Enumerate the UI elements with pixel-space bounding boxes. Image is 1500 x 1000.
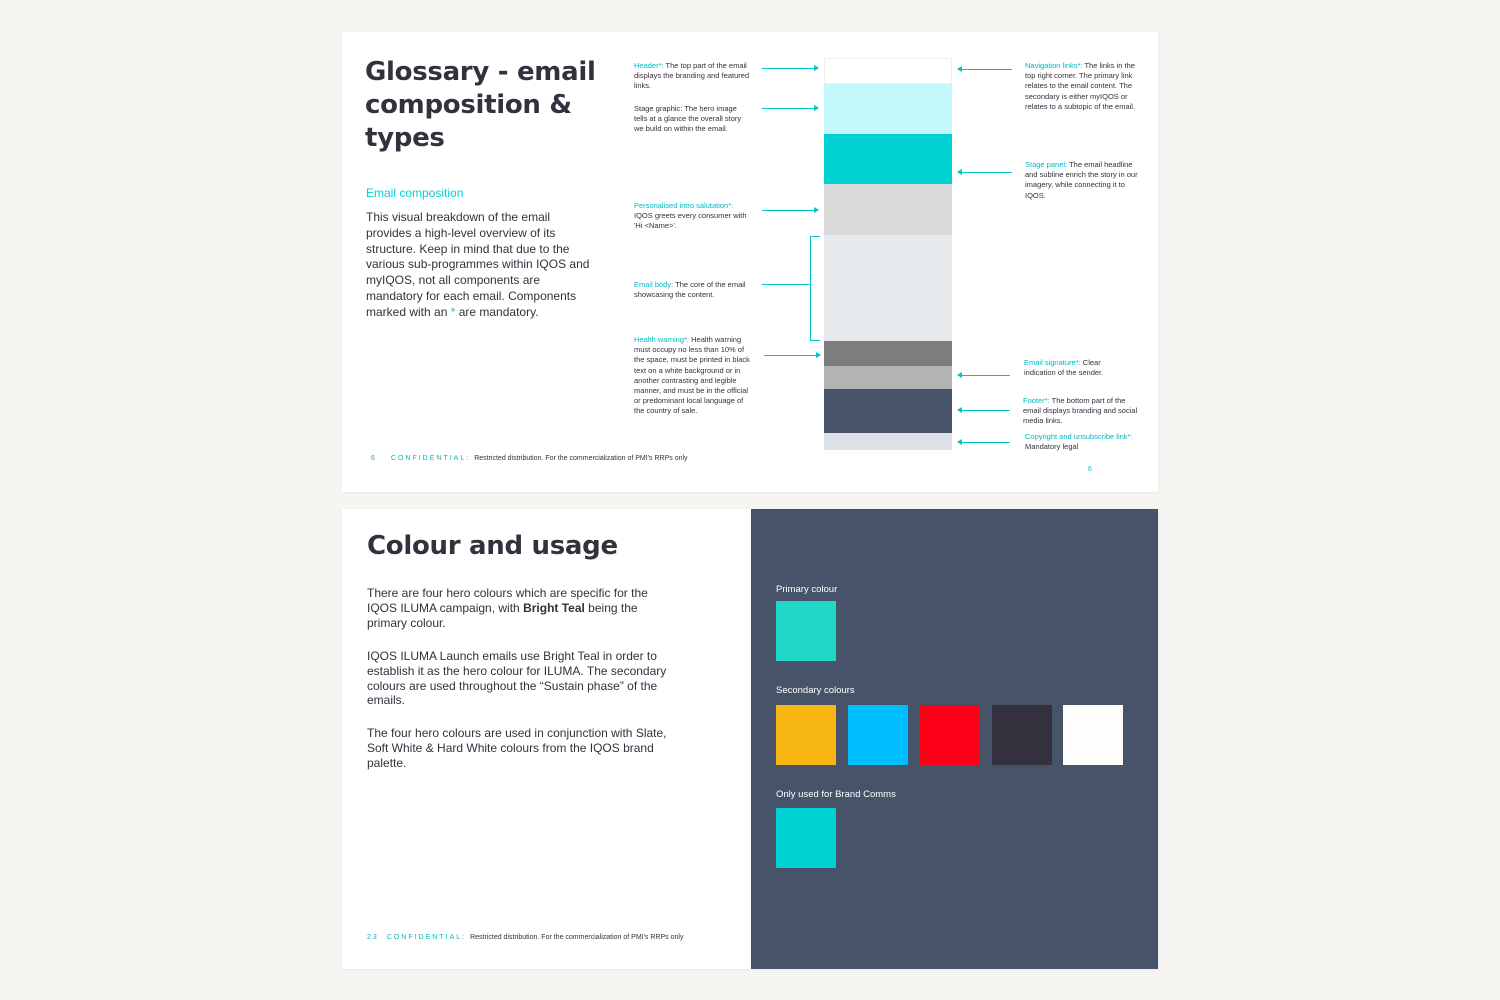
swatch-secondary-blue [848,705,908,765]
arrow-stage-graphic [762,108,818,109]
annotation-key: Health warning*: [634,335,690,344]
paragraph-text-end: being the primary colour. [367,600,638,630]
band-intro [824,184,952,235]
bracket-top [810,236,820,237]
paragraph-hero-colours [367,586,677,630]
annotation-text: The links in the top right corner. The primary link relates to the email content. The secondary is either myIQOS or relates to a subtopic of the email. [1025,61,1136,111]
swatch-secondary-slate [992,705,1052,765]
annotation-key: Personalised intro salutation*: [634,201,734,210]
intro-text: This visual breakdown of the email provides a high-level overview of its structure. Keep in mind that due to the various sub-programmes within IQOS and myIQOS, not all components are mandatory for each email. Components marked with an [366,210,590,319]
band-copyright [824,433,952,450]
annotation-text: The email headline and subline enrich the story in our imagery, while connecting it to IQOS. [1025,160,1138,200]
secondary-colours-label: Secondary colours [776,685,855,696]
band-body [824,235,952,341]
annotation-key: Navigation links*: [1025,61,1083,70]
annotation-signature [1024,358,1124,378]
annotation-health-warning [634,335,752,417]
section-subtitle: Email composition [366,186,464,200]
band-footer [824,389,952,433]
band-signature [824,366,952,389]
footer-text: Restricted distribution. For the commercialization of PMI's RRPs only [474,455,688,462]
annotation-text: The top part of the email displays the branding and featured links. [634,61,750,91]
arrow-stage-panel [958,172,1012,173]
highlight-bright-teal: Bright Teal [523,600,585,615]
arrow-navigation [958,69,1012,70]
annotation-navigation [1025,61,1143,112]
annotation-text: Stage graphic: The hero image tells at a glance the overall story we build on within the email. [634,104,742,134]
annotation-key: Email signature*: [1024,358,1081,367]
page-footer [371,455,688,462]
arrow-health-warning [764,355,820,356]
annotation-text: The bottom part of the email displays branding and social media links. [1023,396,1138,426]
bracket-bottom [810,340,820,341]
annotation-copyright [1025,432,1143,452]
swatch-primary-bright-teal [776,601,836,661]
annotation-text: Clear indication of the sender. [1024,358,1104,378]
paragraph-brand-palette: The four hero colours are used in conjunction with Slate, Soft White & Hard White colours from the IQOS brand palette. [367,726,667,770]
annotation-key: Stage panel: [1025,160,1068,169]
confidential-label: CONFIDENTIAL: [386,934,467,941]
paragraph-launch-emails: IQOS ILUMA Launch emails use Bright Teal in order to establish it as the hero colour for ILUMA. The secondary colours are used throughout the “Sustain phase” of the emails. [367,649,667,708]
band-stage-panel [824,134,952,184]
band-health-warning [824,341,952,366]
page-title: Colour and usage [367,531,618,561]
bracket-line [810,236,811,341]
page-number: 6 [371,455,375,462]
arrow-footer [958,410,1010,411]
annotation-key: Email body: [634,280,674,289]
band-stage-graphic [824,84,952,134]
annotation-key: Header*: [634,61,664,70]
page-title: Glossary - email composition & types [365,57,596,153]
swatch-secondary-white [1063,705,1123,765]
confidential-label: CONFIDENTIAL: [390,455,471,462]
arrow-header [762,68,818,69]
page-number: 23 [367,934,379,941]
annotation-email-body [634,280,752,300]
annotation-intro [634,201,752,232]
colour-panel [751,509,1158,969]
slide-email-composition [342,32,1158,492]
annotation-text: Mandatory legal [1025,442,1079,452]
intro-text-end: are mandatory. [455,304,539,319]
annotation-key: Copyright and unsubscribe link*: [1025,432,1133,441]
annotation-stage-panel [1025,160,1143,201]
annotation-header [634,61,752,92]
swatch-secondary-red [920,705,980,765]
swatch-brand-teal [776,808,836,868]
swatch-secondary-yellow [776,705,836,765]
page-footer [367,934,683,941]
band-header [824,58,952,84]
footer-text: Restricted distribution. For the commercialization of PMI's RRPs only [470,934,684,941]
brand-comms-label: Only used for Brand Comms [776,789,896,800]
annotation-text: The core of the email showcasing the content. [634,280,746,300]
intro-paragraph [366,210,598,321]
bracket-connector [762,284,810,285]
annotation-key: Footer*: [1023,396,1050,405]
annotation-footer [1023,396,1145,427]
primary-colour-label: Primary colour [776,584,838,595]
slide-colour-usage [342,509,1158,969]
annotation-stage-graphic [634,104,752,135]
paragraph-text: There are four hero colours which are specific for the IQOS ILUMA campaign, with [367,586,648,615]
annotation-text: Health warning must occupy no less than 10% of the space, must be printed in black text on a white background or in another contrasting and legible manner, and must be in the official or predominant local language of the country of sale. [634,335,750,416]
annotation-text: IQOS greets every consumer with 'Hi <Name>'. [634,211,747,231]
arrow-copyright [958,442,1010,443]
asterisk-mark: * [450,304,456,319]
arrow-signature [958,375,1010,376]
arrow-intro [762,210,818,211]
page-number-right: 6 [1088,466,1092,473]
